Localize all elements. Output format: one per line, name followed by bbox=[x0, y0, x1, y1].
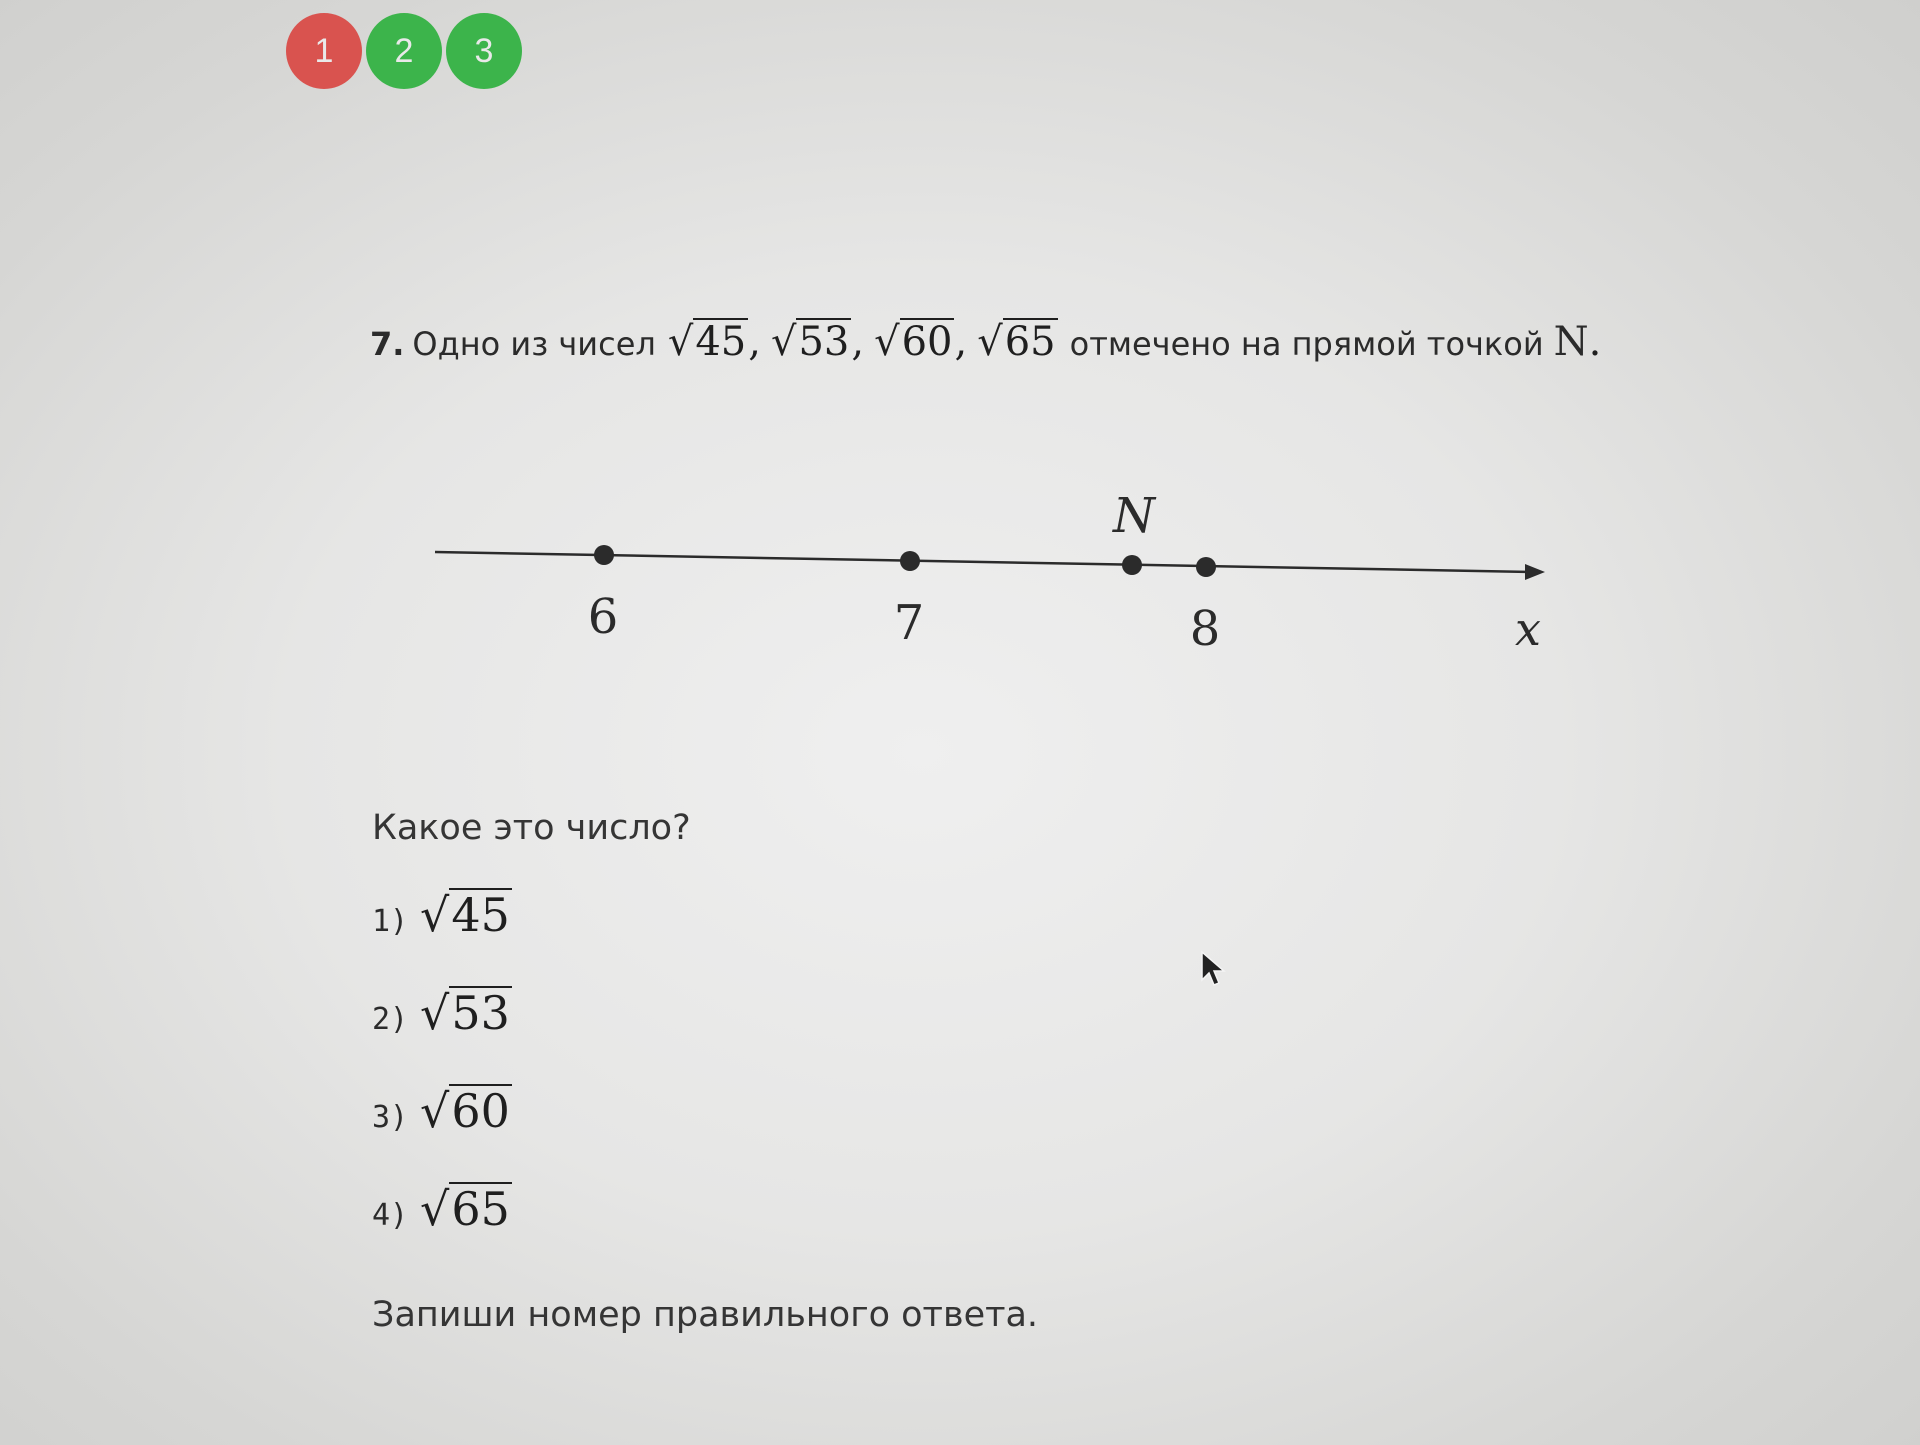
option-2-sqrt: √53 bbox=[420, 986, 510, 1040]
option-1-radicand: 45 bbox=[451, 888, 510, 942]
sub-question: Какое это число? bbox=[372, 808, 691, 848]
answer-instruction: Запиши номер правильного ответа. bbox=[372, 1295, 1039, 1335]
step-1-button[interactable] bbox=[286, 13, 362, 89]
option-4-number: 4) bbox=[372, 1198, 409, 1233]
tick-label-6: 6 bbox=[587, 589, 619, 645]
option-3[interactable] bbox=[372, 1084, 512, 1182]
sqrt-expression-4: √65 bbox=[977, 319, 1056, 365]
option-4[interactable] bbox=[372, 1182, 512, 1280]
step-2-button[interactable] bbox=[366, 13, 442, 89]
step-indicators bbox=[286, 13, 522, 89]
radicand-2: 53 bbox=[798, 319, 850, 365]
tick-point-6 bbox=[594, 545, 614, 565]
option-4-sqrt: √65 bbox=[420, 1182, 510, 1236]
radicand-1: 45 bbox=[695, 319, 747, 365]
question-text-before: Одно из чисел bbox=[412, 325, 656, 363]
option-2-number: 2) bbox=[372, 1002, 409, 1037]
tick-point-8 bbox=[1196, 557, 1216, 577]
option-3-sqrt: √60 bbox=[420, 1084, 510, 1138]
option-4-radicand: 65 bbox=[451, 1182, 510, 1236]
number-line-diagram bbox=[420, 480, 1570, 680]
step-3-button[interactable] bbox=[446, 13, 522, 89]
tick-point-7 bbox=[900, 551, 920, 571]
radicand-3: 60 bbox=[901, 319, 953, 365]
tick-label-8: 8 bbox=[1189, 601, 1221, 657]
option-3-number: 3) bbox=[372, 1100, 409, 1135]
radicand-4: 65 bbox=[1004, 319, 1056, 365]
option-3-radicand: 60 bbox=[451, 1084, 510, 1138]
question-end-punct: . bbox=[1588, 319, 1602, 365]
axis-label-x: x bbox=[1515, 602, 1541, 656]
question-point-name: N bbox=[1553, 319, 1589, 365]
option-2-radicand: 53 bbox=[451, 986, 510, 1040]
question-number: 7. bbox=[370, 325, 405, 363]
step-1-label: 1 bbox=[314, 31, 334, 70]
question-text-after: отмечено на прямой точкой bbox=[1069, 325, 1544, 363]
sqrt-expression-3: √60 bbox=[874, 319, 953, 365]
question-heading: 7. Одно из чисел √45 , √53 , √60 , √65 отмечено на прямой точкой N . bbox=[370, 319, 1602, 365]
answer-options bbox=[372, 888, 512, 1280]
tick-label-7: 7 bbox=[893, 595, 925, 651]
option-1-number: 1) bbox=[372, 904, 409, 939]
mouse-pointer-icon bbox=[1200, 950, 1230, 990]
number-line-arrowhead bbox=[1525, 564, 1545, 580]
option-2[interactable] bbox=[372, 986, 512, 1084]
option-1[interactable] bbox=[372, 888, 512, 986]
point-n-label: N bbox=[1113, 488, 1155, 544]
sqrt-expression-2: √53 bbox=[770, 319, 850, 365]
option-1-sqrt: √45 bbox=[420, 888, 510, 942]
point-n bbox=[1122, 555, 1142, 575]
step-3-label: 3 bbox=[474, 31, 494, 70]
step-2-label: 2 bbox=[394, 31, 414, 70]
sqrt-expression-1: √45 bbox=[667, 319, 747, 365]
